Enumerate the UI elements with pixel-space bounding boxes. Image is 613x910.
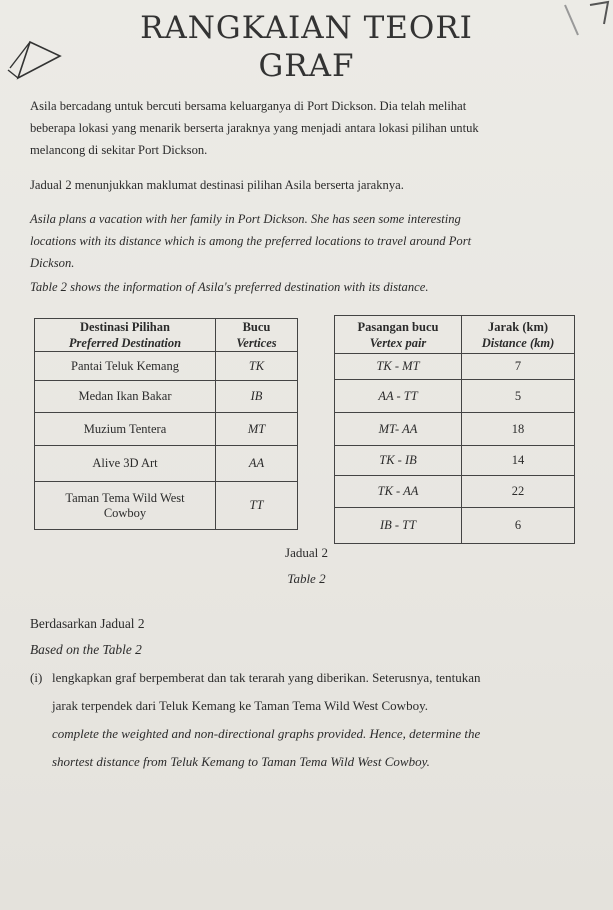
table-caption-english: Table 2: [287, 571, 326, 586]
pair-cell: AA - TT: [335, 380, 462, 413]
pair-cell: TK - MT: [335, 354, 462, 380]
page-title-line2: GRAF: [258, 48, 355, 84]
vertex-cell: TT: [216, 482, 298, 530]
question-malay-line: lengkapkan graf berpemberat dan tak terarah yang diberikan. Seterusnya, tentukan: [52, 670, 481, 685]
intro-malay-line: Asila bercadang untuk bercuti bersama keluarganya di Port Dickson. Dia telah melihat: [30, 99, 467, 113]
table-header-row: [335, 316, 575, 354]
table-row: [35, 352, 298, 381]
distance-cell: 22: [462, 476, 575, 508]
pair-header-ms: Pasangan bucu: [357, 319, 439, 334]
question-i: [30, 666, 590, 774]
table-row: [335, 354, 575, 380]
destination-name-line2: Cowboy: [103, 505, 147, 520]
destination-header-ms: Destinasi Pilihan: [80, 320, 170, 334]
table-row: [35, 381, 298, 413]
distance-header: [462, 316, 575, 354]
vertex-header-ms: Bucu: [242, 320, 271, 334]
destination-cell: Medan Ikan Bakar: [35, 381, 216, 413]
distance-cell: 6: [462, 508, 575, 544]
vertex-cell: TK: [216, 352, 298, 381]
intro-english-line: Dickson.: [30, 256, 75, 270]
table-caption-malay: Jadual 2: [285, 545, 328, 560]
destination-cell: Pantai Teluk Kemang: [35, 352, 216, 381]
distance-cell: 5: [462, 380, 575, 413]
intro-english-line: Asila plans a vacation with her family in Port Dickson. She has seen some interesting: [30, 212, 461, 226]
vertex-cell: MT: [216, 413, 298, 446]
intro-english: [30, 208, 588, 274]
table-note-malay: Jadual 2 menunjukkan maklumat destinasi pilihan Asila berserta jaraknya.: [30, 178, 404, 192]
vertex-cell: AA: [216, 446, 298, 482]
destination-header-en: Preferred Destination: [68, 336, 182, 350]
table-row: [35, 482, 298, 530]
table-row: [335, 413, 575, 446]
destinations-table: [34, 318, 298, 530]
intro-english-line: locations with its distance which is among the preferred locations to travel around Port: [30, 234, 472, 248]
vertex-header-en: Vertices: [236, 336, 277, 350]
destination-header: [35, 319, 216, 352]
question-number: (i): [30, 670, 43, 685]
vertex-cell: IB: [216, 381, 298, 413]
destination-name-line1: Taman Tema Wild West: [65, 490, 185, 505]
destination-cell: [35, 482, 216, 530]
pair-header: [335, 316, 462, 354]
table-row: [335, 508, 575, 544]
pair-cell: TK - IB: [335, 446, 462, 476]
pair-header-en: Vertex pair: [369, 335, 427, 350]
pair-cell: IB - TT: [335, 508, 462, 544]
intro-malay-line: beberapa lokasi yang menarik berserta jaraknya yang menjadi antara lokasi pilihan untuk: [30, 121, 479, 135]
destination-cell: Muzium Tentera: [35, 413, 216, 446]
based-on-malay: Berdasarkan Jadual 2: [30, 616, 145, 631]
question-english-line: complete the weighted and non-directional graphs provided. Hence, determine the: [52, 726, 481, 741]
table-row: [335, 476, 575, 508]
intro-malay: [30, 95, 588, 161]
question-malay-line: jarak terpendek dari Teluk Kemang ke Taman Tema Wild West Cowboy.: [52, 698, 428, 713]
table-row: [335, 446, 575, 476]
vertex-header: [216, 319, 298, 352]
question-english-line: shortest distance from Teluk Kemang to Taman Tema Wild West Cowboy.: [52, 754, 430, 769]
distance-header-ms: Jarak (km): [487, 319, 549, 334]
table-row: [335, 380, 575, 413]
distance-header-en: Distance (km): [481, 335, 555, 350]
distance-cell: 7: [462, 354, 575, 380]
based-on-english: Based on the Table 2: [30, 642, 142, 657]
table-note-english: Table 2 shows the information of Asila's preferred destination with its distance.: [30, 280, 429, 294]
intro-malay-line: melancong di sekitar Port Dickson.: [30, 143, 208, 157]
table-row: [35, 446, 298, 482]
distance-table: [334, 315, 575, 544]
pair-cell: MT- AA: [335, 413, 462, 446]
destination-cell: Alive 3D Art: [35, 446, 216, 482]
distance-cell: 14: [462, 446, 575, 476]
page-title-line1: RANGKAIAN TEORI: [140, 10, 473, 46]
distance-cell: 18: [462, 413, 575, 446]
pair-cell: TK - AA: [335, 476, 462, 508]
table-row: [35, 413, 298, 446]
table-header-row: [35, 319, 298, 352]
question-body: [52, 666, 590, 774]
